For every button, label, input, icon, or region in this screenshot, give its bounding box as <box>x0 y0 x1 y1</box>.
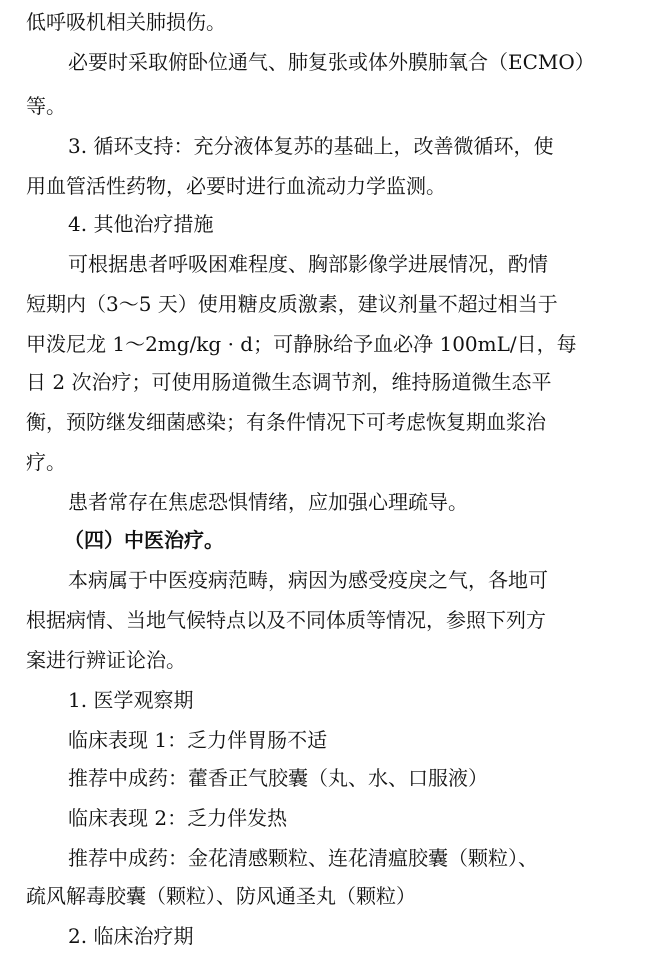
text-line: 衡，预防继发细菌感染；有条件情况下可考虑恢复期血浆治 <box>26 410 546 434</box>
text-line: 疗。 <box>26 450 66 474</box>
text-line: 等。 <box>26 94 66 118</box>
text-line: 短期内（3～5 天）使用糖皮质激素，建议剂量不超过相当于 <box>26 292 558 316</box>
section-heading: （四）中医治疗。 <box>64 528 224 552</box>
text-line: 低呼吸机相关肺损伤。 <box>26 10 226 34</box>
text-line: 临床表现 1：乏力伴胃肠不适 <box>68 728 328 752</box>
subsection-heading: 1. 医学观察期 <box>68 688 194 712</box>
text-line: 日 2 次治疗；可使用肠道微生态调节剂，维持肠道微生态平 <box>26 370 552 394</box>
subsection-heading: 2. 临床治疗期 <box>68 924 194 948</box>
text-line: 3. 循环支持：充分液体复苏的基础上，改善微循环，使 <box>68 134 554 158</box>
text-line: 用血管活性药物，必要时进行血流动力学监测。 <box>26 174 446 198</box>
text-line: 根据病情、当地气候特点以及不同体质等情况，参照下列方 <box>26 608 546 632</box>
text-line: 疏风解毒胶囊（颗粒）、防风通圣丸（颗粒） <box>26 884 416 908</box>
text-line: 甲泼尼龙 1～2mg/kg · d；可静脉给予血必净 100mL/日，每 <box>26 332 577 356</box>
text-line: 推荐中成药：金花清感颗粒、连花清瘟胶囊（颗粒）、 <box>68 846 538 870</box>
text-line: 推荐中成药：藿香正气胶囊（丸、水、口服液） <box>68 766 488 790</box>
text-line: 必要时采取俯卧位通气、肺复张或体外膜肺氧合（ECMO） <box>68 50 595 74</box>
text-line: 本病属于中医疫病范畴，病因为感受疫戾之气，各地可 <box>68 568 548 592</box>
text-line: 临床表现 2：乏力伴发热 <box>68 806 288 830</box>
text-line: 案进行辨证论治。 <box>26 648 186 672</box>
text-line: 患者常存在焦虑恐惧情绪，应加强心理疏导。 <box>68 490 468 514</box>
text-line: 可根据患者呼吸困难程度、胸部影像学进展情况，酌情 <box>68 252 548 276</box>
section-heading: 4. 其他治疗措施 <box>68 212 214 236</box>
